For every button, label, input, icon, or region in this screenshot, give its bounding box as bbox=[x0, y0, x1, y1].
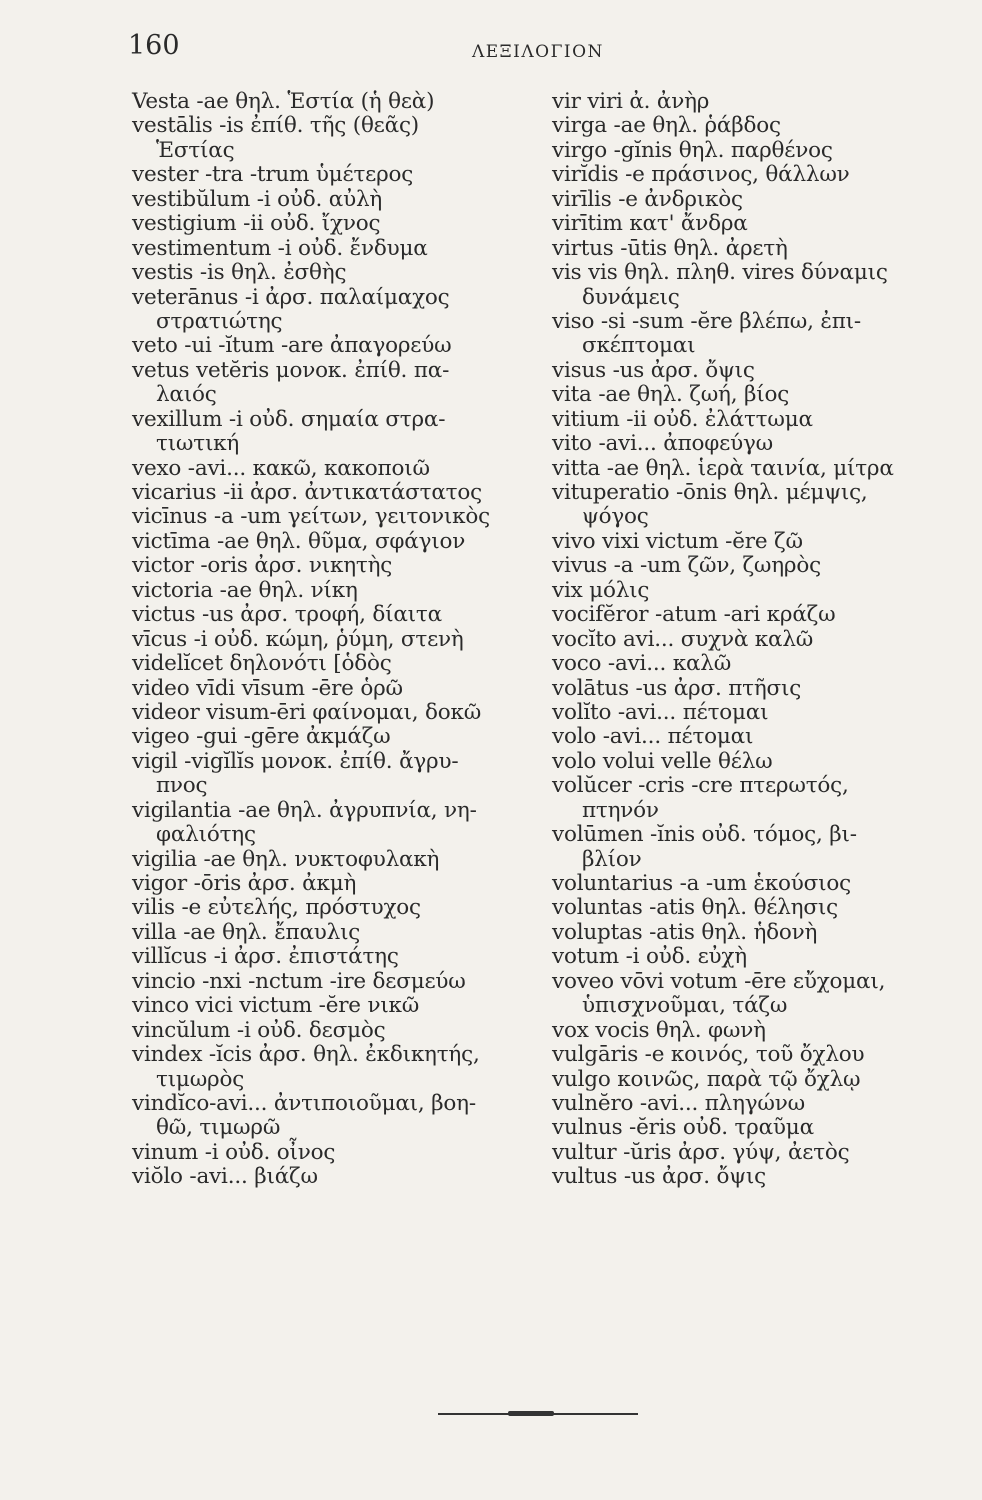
dictionary-entry: vindĭco-avi... ἀντιποιοῦμαι, βοη- bbox=[132, 1090, 476, 1116]
dictionary-entry: viso -si -sum -ĕre βλέπω, ἐπι- bbox=[552, 308, 861, 334]
entry-continuation: φαλιότης bbox=[156, 822, 256, 848]
dictionary-entry: vita -ae θηλ. ζωή, βίος bbox=[552, 382, 790, 408]
dictionary-entry: voluntas -atis θηλ. θέλησις bbox=[552, 895, 838, 921]
dictionary-entry: virīlis -e ἀνδρικὸς bbox=[552, 186, 743, 212]
dictionary-entry: villa -ae θηλ. ἔπαυλις bbox=[132, 919, 361, 945]
entry-continuation: πνος bbox=[156, 773, 208, 799]
dictionary-entry: vultus -us ἀρσ. ὄψις bbox=[552, 1164, 766, 1190]
dictionary-entry: vulnus -ĕris οὐδ. τραῦμα bbox=[552, 1115, 814, 1141]
dictionary-entry: vestimentum -i οὐδ. ἔνδυμα bbox=[132, 235, 428, 261]
dictionary-entry: vitium -ii οὐδ. ἐλάττωμα bbox=[552, 406, 813, 432]
dictionary-entry: veterānus -i ἀρσ. παλαίμαχος bbox=[132, 284, 450, 310]
dictionary-entry: virītim κατ' ἄνδρα bbox=[552, 211, 748, 237]
dictionary-entry: volo -avi... πέτομαι bbox=[552, 724, 754, 750]
dictionary-entry: volĭto -avi... πέτομαι bbox=[552, 699, 769, 725]
entry-continuation: δυνάμεις bbox=[582, 284, 680, 310]
dictionary-entry: volŭcer -cris -cre πτερωτός, bbox=[552, 773, 849, 799]
dictionary-entry: Vesta -ae θηλ. Ἑστία (ἡ θεὰ) bbox=[132, 89, 435, 114]
dictionary-entry: votum -i οὐδ. εὐχὴ bbox=[552, 944, 747, 970]
dictionary-entry: videor visum-ēri φαίνομαι, δοκῶ bbox=[132, 699, 482, 725]
dictionary-entry: vetus vetĕris μονοκ. ἐπίθ. πα- bbox=[132, 357, 450, 383]
dictionary-entry: victoria -ae θηλ. νίκη bbox=[132, 577, 358, 603]
entry-continuation: πτηνόν bbox=[582, 797, 659, 823]
dictionary-entry: vulgo κοινῶς, παρὰ τῷ ὄχλῳ bbox=[552, 1066, 861, 1092]
left-column bbox=[116, 90, 534, 1190]
dictionary-entry: video vīdi vīsum -ēre ὁρῶ bbox=[132, 675, 403, 701]
dictionary-entry: vestis -is θηλ. ἐσθὴς bbox=[132, 260, 347, 286]
dictionary-entry: voluntarius -a -um ἑκούσιος bbox=[552, 871, 851, 896]
dictionary-entry: virgo -gĭnis θηλ. παρθένος bbox=[552, 137, 833, 163]
entry-continuation: βλίον bbox=[582, 846, 642, 872]
page-title: ΛΕΞΙΛΟΓΙΟΝ bbox=[472, 42, 604, 62]
dictionary-entry: vinco vici victum -ĕre νικῶ bbox=[132, 993, 420, 1019]
entry-continuation: τιωτική bbox=[156, 431, 240, 457]
dictionary-entry: vestigium -ii οὐδ. ἴχνος bbox=[132, 211, 381, 237]
dictionary-entry: vulgāris -e κοινός, τοῦ ὄχλου bbox=[552, 1042, 865, 1068]
dictionary-entry: vicarius -ii ἀρσ. ἀντικατάστατος bbox=[132, 480, 482, 505]
dictionary-entry: viŏlo -avi... βιάζω bbox=[132, 1164, 318, 1190]
dictionary-entry: voveo vōvi votum -ēre εὔχομαι, bbox=[552, 968, 886, 994]
dictionary-entry: vis vis θηλ. πληθ. vires δύναμις bbox=[552, 260, 888, 286]
dictionary-entry: videlĭcet δηλονότι [ὁδὸς bbox=[132, 651, 392, 677]
dictionary-entry: veto -ui -ĭtum -are ἀπαγορεύω bbox=[132, 333, 452, 359]
entry-continuation: ὑπισχνοῦμαι, τάζω bbox=[582, 993, 788, 1019]
dictionary-entry: volo volui velle θέλω bbox=[552, 748, 773, 774]
end-rule-ornament bbox=[508, 1411, 554, 1416]
dictionary-entry: volūmen -ĭnis οὐδ. τόμος, βι- bbox=[552, 822, 857, 848]
dictionary-entry: vīcus -i οὐδ. κώμη, ῥύμη, στενὴ bbox=[132, 626, 464, 652]
entry-continuation: θῶ, τιμωρῶ bbox=[156, 1115, 281, 1141]
dictionary-entry: vivo vixi victum -ĕre ζῶ bbox=[552, 528, 803, 554]
dictionary-entry: villĭcus -i ἀρσ. ἐπιστάτης bbox=[132, 944, 399, 970]
dictionary-entry: visus -us ἀρσ. ὄψις bbox=[552, 357, 755, 383]
dictionary-entry: virĭdis -e πράσινος, θάλλων bbox=[552, 162, 850, 188]
dictionary-entry: vitta -ae θηλ. ἱερὰ ταινία, μίτρα bbox=[552, 455, 894, 481]
dictionary-entry: vexillum -i οὐδ. σημαία στρα- bbox=[132, 406, 446, 432]
entry-continuation: στρατιώτης bbox=[156, 308, 283, 334]
dictionary-entry: vivus -a -um ζῶν, ζωηρὸς bbox=[552, 553, 821, 579]
dictionary-entry: vincio -nxi -nctum -ire δεσμεύω bbox=[132, 968, 466, 994]
dictionary-entry: vester -tra -trum ὑμέτερος bbox=[132, 162, 414, 188]
dictionary-entry: vocifĕror -atum -ari κράζω bbox=[552, 602, 836, 628]
dictionary-entry: vigor -ōris ἀρσ. ἀκμὴ bbox=[132, 871, 357, 896]
dictionary-entry: vocĭto avi... συχνὰ καλῶ bbox=[552, 626, 814, 652]
dictionary-entry: victus -us ἀρσ. τροφή, δίαιτα bbox=[132, 602, 442, 628]
dictionary-entry: vix μόλις bbox=[552, 577, 650, 603]
dictionary-entry: vigeo -gui -gēre ἀκμάζω bbox=[132, 724, 391, 750]
dictionary-entry: vir viri ἀ. ἀνὴρ bbox=[552, 89, 710, 114]
entry-continuation: τιμωρὸς bbox=[156, 1066, 245, 1092]
dictionary-entry: vigil -vigĭlĭs μονοκ. ἐπίθ. ἄγρυ- bbox=[132, 748, 459, 774]
dictionary-entry: virtus -ūtis θηλ. ἀρετὴ bbox=[552, 235, 788, 261]
page-number: 160 bbox=[128, 30, 180, 61]
dictionary-entry: victīma -ae θηλ. θῦμα, σφάγιον bbox=[132, 528, 466, 554]
dictionary-entry: vigilia -ae θηλ. νυκτοφυλακὴ bbox=[132, 846, 440, 872]
entry-continuation: ψόγος bbox=[582, 504, 649, 530]
dictionary-entry: vexo -avi... κακῶ, κακοποιῶ bbox=[132, 455, 430, 481]
dictionary-entry: vestālis -is ἐπίθ. τῆς (θεᾶς) bbox=[132, 113, 419, 139]
dictionary-entry: voluptas -atis θηλ. ἡδονὴ bbox=[552, 919, 818, 945]
dictionary-entry: volātus -us ἀρσ. πτῆσις bbox=[552, 675, 802, 701]
dictionary-entry: vilis -e εὐτελής, πρόστυχος bbox=[132, 895, 421, 921]
dictionary-entry: vinum -i οὐδ. οἶνος bbox=[132, 1139, 336, 1165]
right-column bbox=[534, 90, 964, 1190]
dictionary-entry: victor -oris ἀρσ. νικητὴς bbox=[132, 553, 393, 579]
dictionary-entry: vito -avi... ἀποφεύγω bbox=[552, 431, 773, 457]
entry-continuation: Ἑστίας bbox=[156, 137, 235, 163]
dictionary-entry: vincŭlum -i οὐδ. δεσμὸς bbox=[132, 1017, 386, 1043]
entry-continuation: σκέπτομαι bbox=[582, 333, 696, 359]
dictionary-entry: virga -ae θηλ. ῥάβδος bbox=[552, 113, 781, 139]
dictionary-entry: vox vocis θηλ. φωνὴ bbox=[552, 1017, 766, 1043]
dictionary-entry: vestibŭlum -i οὐδ. αὐλὴ bbox=[132, 186, 383, 212]
dictionary-entry: vindex -ĭcis ἀρσ. θηλ. ἐκδικητής, bbox=[132, 1042, 480, 1068]
dictionary-entry: vituperatio -ōnis θηλ. μέμψις, bbox=[552, 480, 868, 505]
dictionary-entry: vicīnus -a -um γείτων, γειτονικὸς bbox=[132, 504, 490, 530]
entry-continuation: λαιός bbox=[156, 382, 217, 408]
dictionary-entry: vulnĕro -avi... πληγώνω bbox=[552, 1090, 805, 1116]
dictionary-entry: voco -avi... καλῶ bbox=[552, 651, 732, 677]
dictionary-entry: vultur -ŭris ἀρσ. γύψ, ἀετὸς bbox=[552, 1139, 850, 1165]
dictionary-entry: vigilantia -ae θηλ. ἀγρυπνία, νη- bbox=[132, 797, 477, 823]
